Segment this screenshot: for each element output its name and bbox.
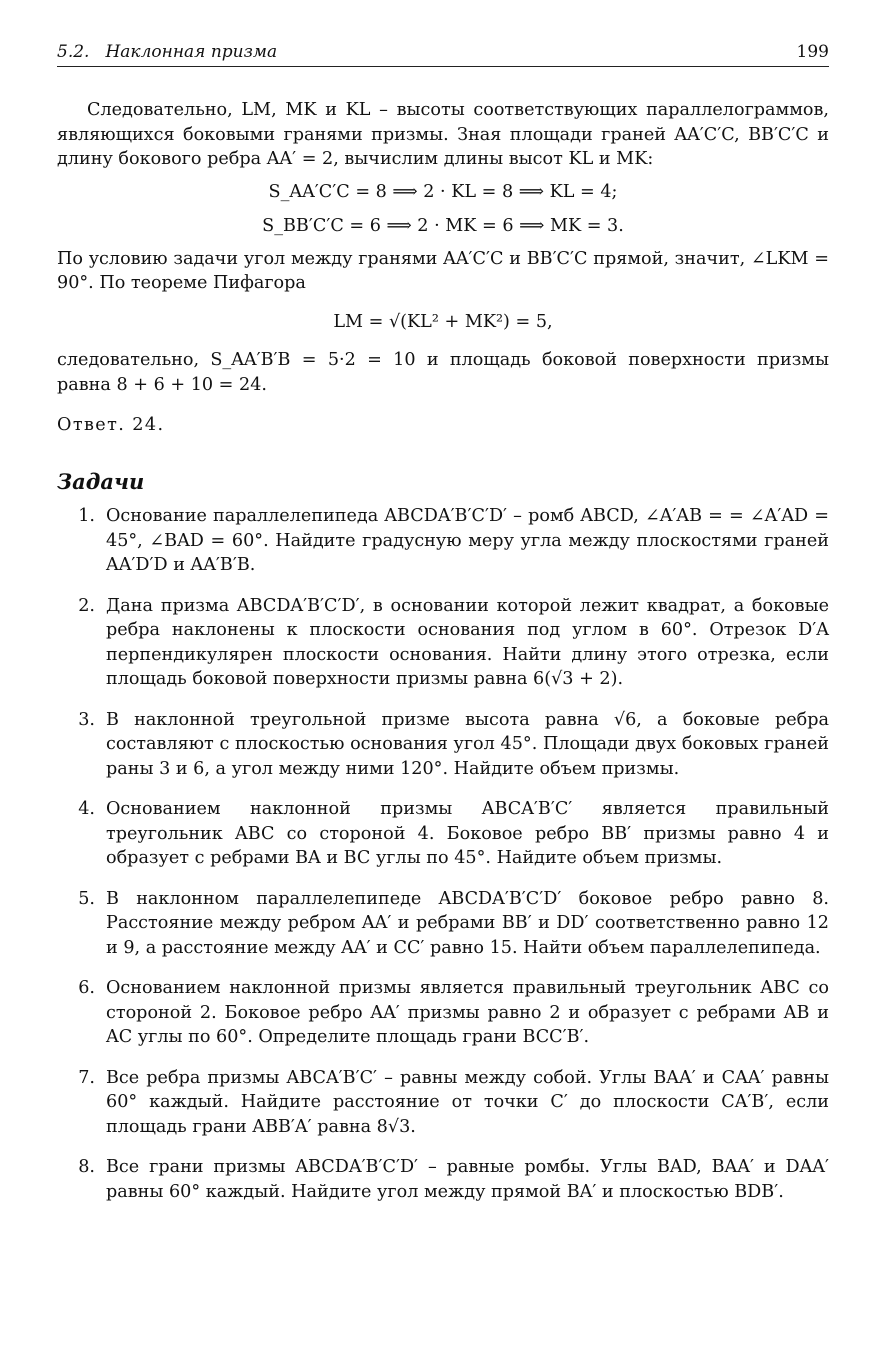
task-text: Основание параллелепипеда ABCDA′B′C′D′ – ромб ABCD, ∠A′AB = = ∠A′AD = 45°, ∠BAD = 60°. Найдите градусную меру угла между плоскостями граней AA′D′D и AA′B′B. bbox=[106, 506, 829, 575]
task-text: Все ребра призмы ABCA′B′C′ – равны между собой. Углы BAA′ и CAA′ равны 60° каждый. Найдите расстояние от точки C′ до плоскости CA′B′, если площадь грани ABB′A′ равна 8√3. bbox=[106, 1067, 829, 1137]
task-text: Дана призма ABCDA′B′C′D′, в основании которой лежит квадрат, а боковые ребра наклонены к плоскости основания под углом в 60°. Отрезок D′A перпендикулярен плоскости основания. Найти длину этого отрезка, если площадь боковой поверхности призмы равна 6(√3 + 2). bbox=[106, 595, 829, 689]
task-text: Все грани призмы ABCDA′B′C′D′ – равные ромбы. Углы BAD, BAA′ и DAA′ равны 60° каждый. Найдите угол между прямой BA′ и плоскостью BDB′. bbox=[106, 1157, 829, 1202]
task-number: 2. bbox=[78, 595, 95, 616]
running-header bbox=[57, 34, 829, 67]
task-item bbox=[57, 1155, 829, 1204]
header-section bbox=[57, 42, 277, 62]
formula-area-aacc: S_AA′C′C = 8 ⟹ 2 · KL = 8 ⟹ KL = 4; bbox=[268, 181, 618, 202]
task-item bbox=[57, 797, 829, 871]
condition-paragraph: По условию задачи угол между гранями AA′C′C и BB′C′C прямой, значит, ∠LKM = 90°. По теореме Пифагора bbox=[57, 248, 829, 293]
answer-line: Ответ. 24. bbox=[57, 415, 165, 435]
task-text: Основанием наклонной призмы ABCA′B′C′ является правильный треугольник ABC со стороной 4. Боковое ребро BB′ призмы равно 4 и образует с ребрами BA и BC углы по 45°. Найдите объем призмы. bbox=[106, 799, 829, 868]
task-number: 4. bbox=[78, 799, 95, 819]
section-title: Наклонная призма bbox=[105, 42, 278, 62]
page-number: 199 bbox=[796, 42, 829, 62]
task-text: В наклонном параллелепипеде ABCDA′B′C′D′ боковое ребро равно 8. Расстояние между ребром AA′ и ребрами BB′ и DD′ соответственно равно 12 и 9, а расстояние между AA′ и CC′ равно 15. Найти объем параллелепипеда. bbox=[106, 888, 829, 958]
formula-area-bbcc: S_BB′C′C = 6 ⟹ 2 · MK = 6 ⟹ MK = 3. bbox=[262, 216, 624, 236]
task-number: 5. bbox=[78, 888, 95, 909]
task-text: Основанием наклонной призмы является правильный треугольник ABC со стороной 2. Боковое ребро AA′ призмы равно 2 и образует с ребрами AB и AC углы по 60°. Определите площадь грани BCC′B′. bbox=[106, 978, 829, 1047]
task-item bbox=[57, 887, 829, 961]
task-text: В наклонной треугольной призме высота равна √6, а боковые ребра составляют с плоскостью основания угол 45°. Площади двух боковых граней раны 3 и 6, а угол между ними 120°. Найдите объем призмы. bbox=[106, 709, 829, 779]
tasks-heading: Задачи bbox=[57, 468, 145, 494]
task-number: 6. bbox=[78, 978, 95, 998]
page-content bbox=[57, 98, 829, 1220]
task-item bbox=[57, 504, 829, 578]
task-number: 8. bbox=[78, 1157, 95, 1177]
formula-pythagoras: LM = √(KL² + MK²) = 5, bbox=[333, 311, 553, 332]
task-item bbox=[57, 708, 829, 782]
task-item bbox=[57, 976, 829, 1050]
task-item bbox=[57, 594, 829, 692]
task-number: 1. bbox=[78, 506, 95, 526]
task-number: 3. bbox=[78, 709, 95, 730]
intro-paragraph: Следовательно, LM, MK и KL – высоты соответствующих параллелограммов, являющихся боковыми гранями призмы. Зная площади граней AA′C′C, BB′C′C и длину бокового ребра AA′ = 2, вычислим длины высот KL и MK: bbox=[57, 100, 829, 169]
conclusion-paragraph: следовательно, S_AA′B′B = 5·2 = 10 и площадь боковой поверхности призмы равна 8 + 6 + 10 = 24. bbox=[57, 350, 829, 395]
task-item bbox=[57, 1066, 829, 1140]
section-number: 5.2. bbox=[57, 42, 90, 62]
task-number: 7. bbox=[78, 1067, 95, 1088]
